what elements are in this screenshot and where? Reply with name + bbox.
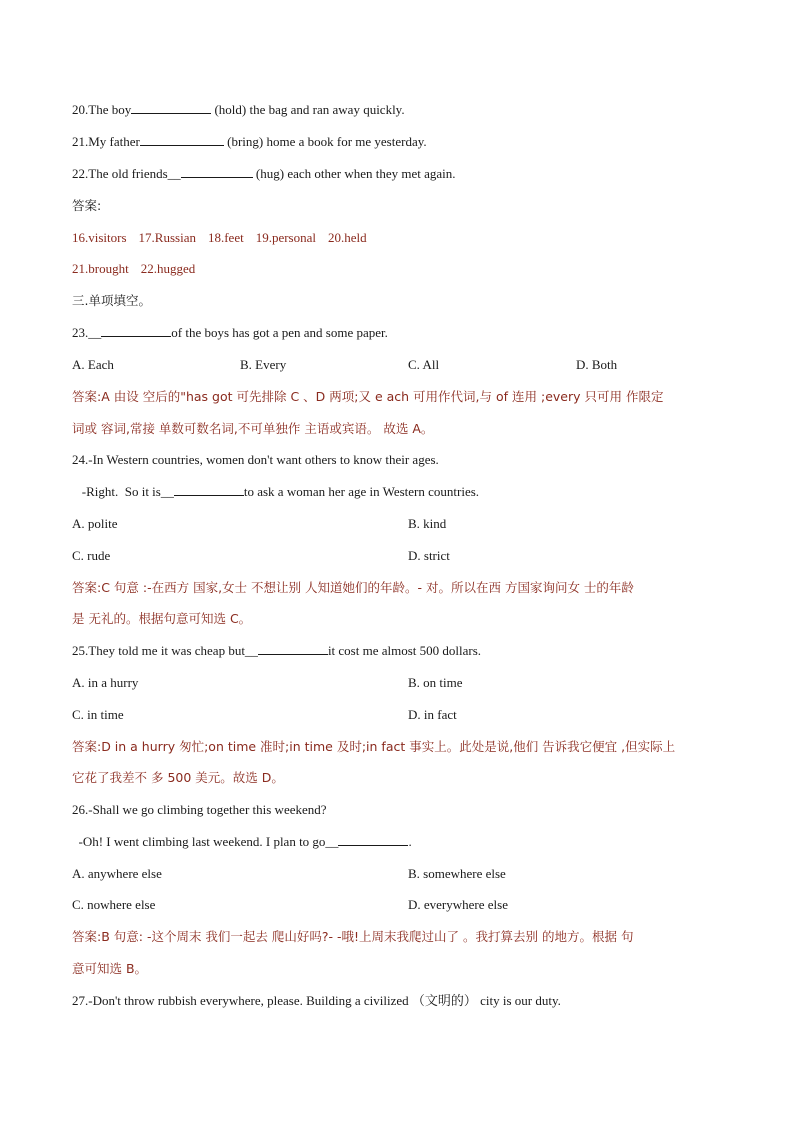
question-26: 26.-Shall we go climbing together this weekend? bbox=[72, 802, 327, 817]
option-d[interactable]: D. Both bbox=[576, 357, 618, 372]
question-26-reply: -Oh! I went climbing last weekend. I plan to go__ . bbox=[72, 834, 412, 849]
option-a[interactable]: A. anywhere else bbox=[72, 866, 162, 881]
option-d[interactable]: D. everywhere else bbox=[408, 897, 508, 912]
option-c[interactable]: C. in time bbox=[72, 707, 124, 722]
option-d[interactable]: D. in fact bbox=[408, 707, 457, 722]
answer-blank[interactable] bbox=[131, 101, 211, 114]
question-21: 21.My father (bring) home a book for me yesterday. bbox=[72, 134, 427, 149]
answer-blank[interactable] bbox=[174, 483, 244, 496]
answer-explanation: 答案:D in a hurry 匆忙;on time 准时;in time 及时;in fact 事实上。此处是说,他们 告诉我它便宜 ,但实际上 bbox=[72, 739, 676, 754]
answer-blank[interactable] bbox=[181, 165, 253, 178]
answer-explanation: 它花了我差不 多 500 美元。故选 D。 bbox=[72, 770, 284, 785]
question-24: 24.-In Western countries, women don't want others to know their ages. bbox=[72, 452, 439, 467]
question-22: 22.The old friends__ (hug) each other when they met again. bbox=[72, 166, 456, 181]
answer-label: 答案: bbox=[72, 198, 102, 213]
answer-blank[interactable] bbox=[258, 642, 328, 655]
question-24-reply: -Right. So it is__ to ask a woman her age in Western countries. bbox=[72, 484, 480, 499]
question-25: 25.They told me it was cheap but__ it cost me almost 500 dollars. bbox=[72, 643, 482, 658]
question-23: 23.__ of the boys has got a pen and some paper. bbox=[72, 325, 388, 340]
option-a[interactable]: A. Each bbox=[72, 357, 114, 372]
section-title: 三.单项填空。 bbox=[72, 293, 151, 308]
answer-explanation: 答案:A 由设 空后的"has got 可先排除 C 、D 两项;又 e ach 可用作代词,与 of 连用 ;every 只可用 作限定 bbox=[72, 389, 664, 404]
question-27: 27.-Don't throw rubbish everywhere, please. Building a civilized （文明的） city is our duty. bbox=[72, 993, 561, 1008]
answer-explanation: 意可知选 B。 bbox=[72, 961, 148, 976]
option-b[interactable]: B. kind bbox=[408, 516, 447, 531]
answer-row-1: 16.visitors 17.Russian 18.feet 19.personal 20.held bbox=[72, 230, 367, 245]
option-d[interactable]: D. strict bbox=[408, 548, 450, 563]
answer-blank[interactable] bbox=[338, 833, 408, 846]
option-c[interactable]: C. All bbox=[408, 357, 440, 372]
option-c[interactable]: C. rude bbox=[72, 548, 111, 563]
answer-blank[interactable] bbox=[140, 133, 224, 146]
option-b[interactable]: B. on time bbox=[408, 675, 463, 690]
answer-explanation: 答案:C 句意 :-在西方 国家,女士 不想让别 人知道她们的年龄。- 对。所以在西 方国家询问女 士的年龄 bbox=[72, 580, 634, 595]
option-c[interactable]: C. nowhere else bbox=[72, 897, 156, 912]
answer-explanation: 答案:B 句意: -这个周末 我们一起去 爬山好吗?- -哦!上周末我爬过山了 。我打算去别 的地方。根据 句 bbox=[72, 929, 634, 944]
answer-row-2: 21.brought 22.hugged bbox=[72, 261, 196, 276]
option-a[interactable]: A. in a hurry bbox=[72, 675, 139, 690]
answer-explanation: 词或 容词,常接 单数可数名词,不可单独作 主语或宾语。 故选 A。 bbox=[72, 421, 434, 436]
answer-blank[interactable] bbox=[101, 324, 171, 337]
option-a[interactable]: A. polite bbox=[72, 516, 118, 531]
answer-explanation: 是 无礼的。根据句意可知选 C。 bbox=[72, 611, 252, 626]
question-20: 20.The boy (hold) the bag and ran away quickly. bbox=[72, 102, 405, 117]
option-b[interactable]: B. Every bbox=[240, 357, 287, 372]
option-b[interactable]: B. somewhere else bbox=[408, 866, 506, 881]
